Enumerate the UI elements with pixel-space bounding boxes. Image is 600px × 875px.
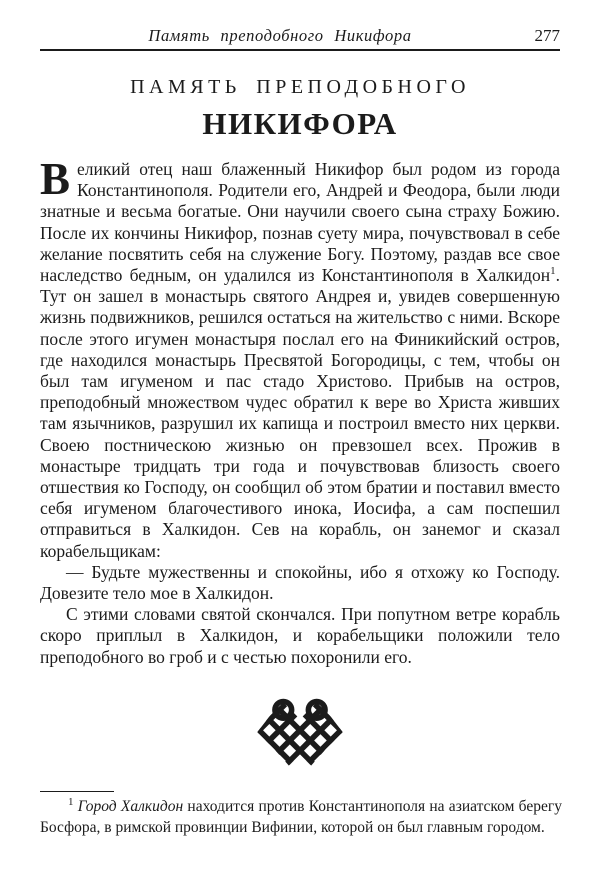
paragraph-1-text-after-footnote-ref: . Тут он зашел в монастырь святого Андрея и, увидев совершенную жизнь подвижников, решился остаться на жительство с ними. Вскоре после этого игумен монастыря послал его на Финикийский остров, где находился монастырь Пресвятой Богородицы, с тем, чтобы он был там игуменом и пас стадо Христово. Прибыв на остров, преподобный множеством чудес обратил к вере во Христа живших там язычников, разрушил их капища и построил вместо них церкви. Своею постническою жизнью он превзошел всех. Прожив в монастыре тридцать три года и почувствовав близость своего отшествия ко Господу, он сообщил об этом братии и поставил вместо себя игуменом благочестивого инока, Иосифа, а сам поспешил отправиться в Халкидон. Сев на корабль, он занемог и сказал корабельщикам: [40, 265, 560, 561]
page-number: 277 [534, 26, 560, 45]
footnote-term: Город Халкидон [77, 798, 184, 815]
footnote-reference: 1 [550, 265, 556, 278]
endless-knot-icon [252, 695, 348, 773]
paragraph-2: — Будьте мужественны и спокойны, ибо я отхожу ко Господу. Довезите тело мое в Халкидон. [40, 561, 560, 604]
chapter-title-line2: НИКИФОРА [202, 106, 398, 141]
footnote [40, 797, 562, 839]
paragraph-3: С этими словами святой скончался. При попутном ветре корабль скоро приплыл в Халкидон, и корабельщики положили тело преподобного во гроб и с честью похоронили его. [40, 604, 560, 667]
body-text [40, 154, 560, 668]
footnote-marker: 1 [68, 795, 74, 808]
footnote-body-text: находится против Константинополя на азиатском берегу Босфора, в римской провинции Вифинии, которой он был главным городом. [40, 798, 562, 836]
paragraph-1 [40, 154, 560, 562]
running-head-title: Память преподобного Никифора [148, 26, 412, 45]
running-head [40, 26, 560, 51]
drop-cap: В [40, 154, 71, 204]
ornament-container [40, 695, 560, 778]
footnote-separator-rule [40, 791, 114, 792]
footnote-block [40, 791, 562, 839]
paragraph-1-text-before-footnote-ref: еликий отец наш блаженный Никифор был родом из города Константинополя. Родители его, Андрей и Феодора, были люди знатные и весьма богатые. Они научили своего сына страху Божию. После их кончины Никифор, познав суету мира, почувствовал в себе желание посвятить себя на служение Богу. Поэтому, раздав все свое наследство бедным, он удалился из Константинополя в Халкидон [40, 159, 560, 286]
chapter-title-line1: ПАМЯТЬ ПРЕПОДОБНОГО [130, 76, 470, 98]
chapter-title [40, 76, 560, 142]
